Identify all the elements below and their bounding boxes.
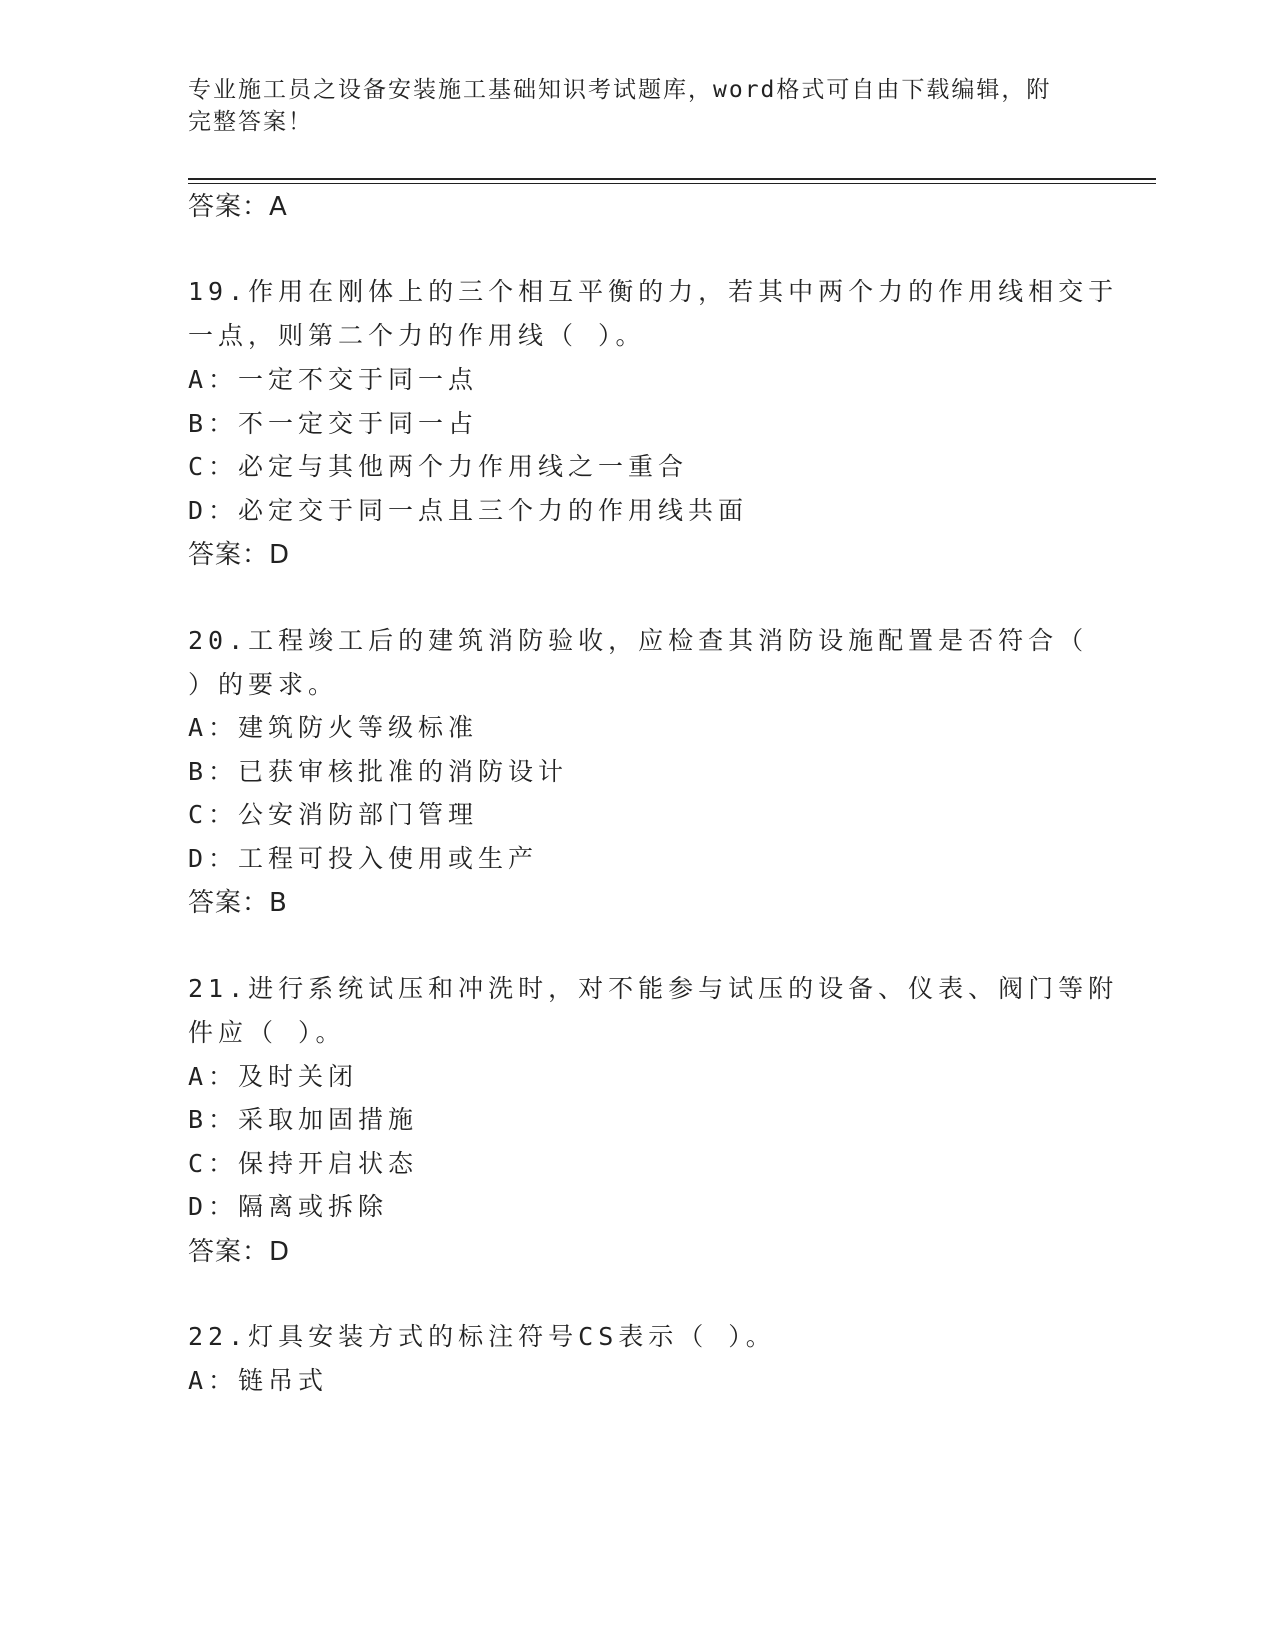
question-19-option-b: B：不一定交于同一占 xyxy=(188,409,479,438)
question-21-option-c: C：保持开启状态 xyxy=(188,1149,419,1178)
question-20-option-c: C：公安消防部门管理 xyxy=(188,800,479,829)
header-divider-thick xyxy=(188,178,1156,180)
header-divider-thin xyxy=(188,183,1156,184)
question-19-stem-line2: 一点，则第二个力的作用线（ ）。 xyxy=(188,321,646,350)
previous-answer: 答案：A xyxy=(188,192,288,222)
document-header: 专业施工员之设备安装施工基础知识考试题库，word格式可自由下载编辑，附完整答案！ xyxy=(188,77,1052,135)
question-19-option-a: A：一定不交于同一点 xyxy=(188,365,479,394)
question-19-stem-line1: 19.作用在刚体上的三个相互平衡的力，若其中两个力的作用线相交于 xyxy=(188,277,1119,306)
question-21-option-d: D：隔离或拆除 xyxy=(188,1192,389,1221)
question-19-option-c: C：必定与其他两个力作用线之一重合 xyxy=(188,452,689,481)
question-21-stem-line2: 件应（ ）。 xyxy=(188,1018,346,1047)
question-21-answer: 答案：D xyxy=(188,1237,291,1267)
question-22-stem-line1: 22.灯具安装方式的标注符号CS表示（ ）。 xyxy=(188,1322,776,1351)
question-20-option-b: B：已获审核批准的消防设计 xyxy=(188,757,569,786)
question-20-option-d: D：工程可投入使用或生产 xyxy=(188,844,539,873)
question-22-option-a: A：链吊式 xyxy=(188,1366,329,1395)
question-21-stem-line1: 21.进行系统试压和冲洗时，对不能参与试压的设备、仪表、阀门等附 xyxy=(188,974,1119,1003)
question-19-answer: 答案：D xyxy=(188,540,291,570)
question-21-option-b: B：采取加固措施 xyxy=(188,1105,419,1134)
question-20-stem-line1: 20.工程竣工后的建筑消防验收，应检查其消防设施配置是否符合（ xyxy=(188,626,1089,655)
question-19-option-d: D：必定交于同一点且三个力的作用线共面 xyxy=(188,496,749,525)
question-20-stem-line2: ）的要求。 xyxy=(188,670,339,699)
question-21-option-a: A：及时关闭 xyxy=(188,1062,359,1091)
question-20-option-a: A：建筑防火等级标准 xyxy=(188,713,479,742)
question-20-answer: 答案：B xyxy=(188,888,288,918)
